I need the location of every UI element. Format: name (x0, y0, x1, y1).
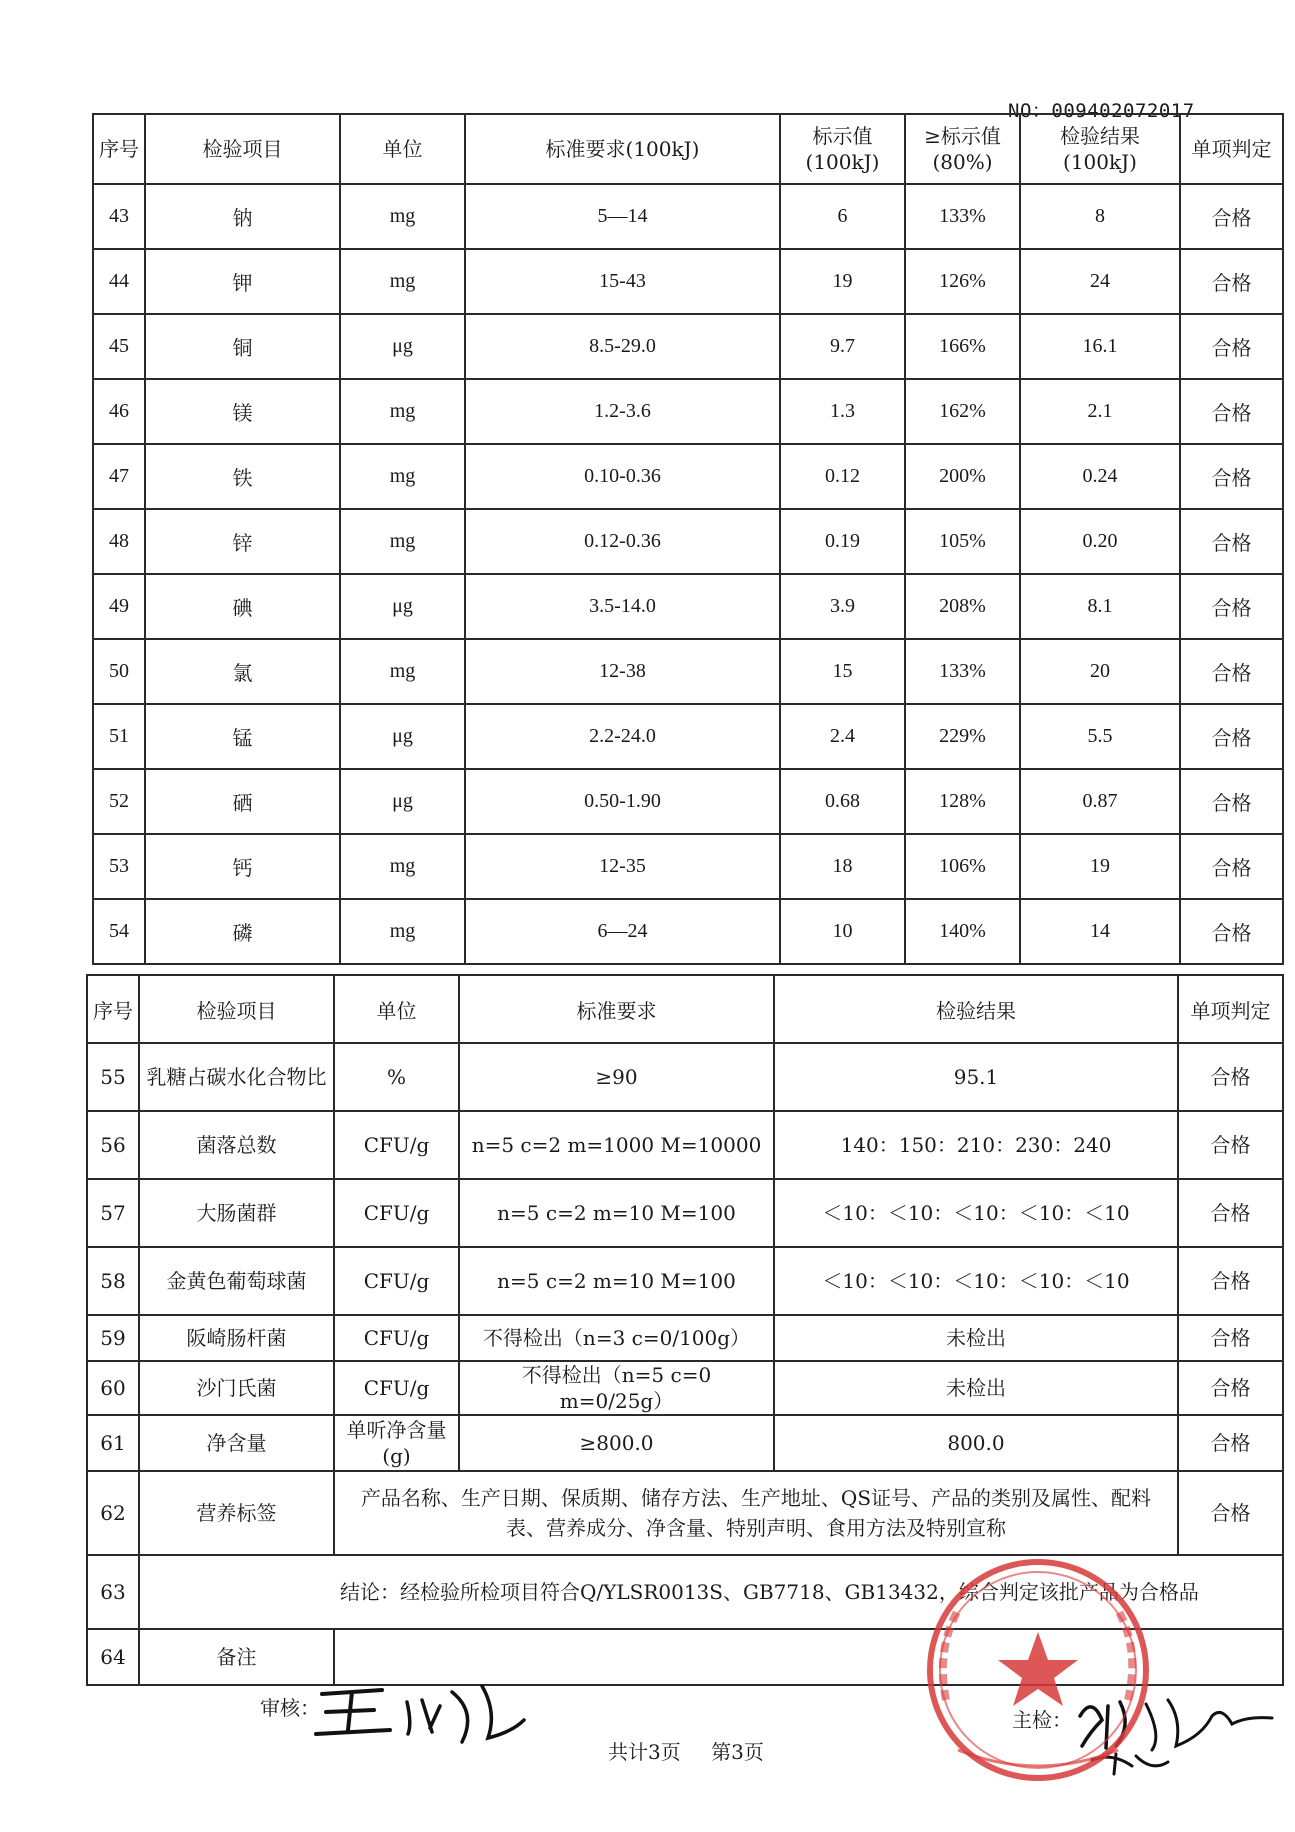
row-unit: CFU/g (334, 1179, 459, 1247)
header-label-value-line2: (100kJ) (805, 150, 880, 174)
header-label-value (780, 114, 905, 184)
row-standard: 1.2-3.6 (465, 379, 780, 444)
row-item: 备注 (139, 1629, 334, 1685)
row-item: 金黄色葡萄球菌 (139, 1247, 334, 1315)
row-standard: 不得检出（n=5 c=0 m=0/25g） (459, 1361, 774, 1415)
row-seq: 44 (93, 249, 145, 314)
table-row (87, 1043, 1283, 1111)
row-ratio: 200% (905, 444, 1020, 509)
row-item: 硒 (145, 769, 340, 834)
row-item: 菌落总数 (139, 1111, 334, 1179)
row-unit: % (334, 1043, 459, 1111)
row-item: 钾 (145, 249, 340, 314)
header-item: 检验项目 (139, 975, 334, 1043)
row-seq: 45 (93, 314, 145, 379)
table-row (93, 379, 1283, 444)
row-ratio: 140% (905, 899, 1020, 964)
row-item: 锰 (145, 704, 340, 769)
official-stamp (918, 1550, 1158, 1790)
row-seq: 60 (87, 1361, 139, 1415)
row-unit: μg (340, 704, 465, 769)
row-unit: mg (340, 509, 465, 574)
row-label: 0.12 (780, 444, 905, 509)
table-row (93, 704, 1283, 769)
row-verdict: 合格 (1178, 1111, 1283, 1179)
row-standard: n=5 c=2 m=10 M=100 (459, 1247, 774, 1315)
row-unit: CFU/g (334, 1247, 459, 1315)
row-label: 2.4 (780, 704, 905, 769)
row-standard: 0.12-0.36 (465, 509, 780, 574)
row-unit: μg (340, 769, 465, 834)
row-unit: mg (340, 249, 465, 314)
header-result (1020, 114, 1180, 184)
row-verdict: 合格 (1180, 184, 1283, 249)
row-label: 6 (780, 184, 905, 249)
table-row (87, 1415, 1283, 1471)
row-seq: 64 (87, 1629, 139, 1685)
row-standard: 12-35 (465, 834, 780, 899)
row-standard: n=5 c=2 m=1000 M=10000 (459, 1111, 774, 1179)
row-ratio: 133% (905, 184, 1020, 249)
table-row (93, 899, 1283, 964)
row-result: 140：150：210：230：240 (774, 1111, 1178, 1179)
row-ratio: 106% (905, 834, 1020, 899)
row-unit: mg (340, 834, 465, 899)
row-item: 营养标签 (139, 1471, 334, 1555)
row-item: 碘 (145, 574, 340, 639)
row-ratio: 105% (905, 509, 1020, 574)
row-ratio: 126% (905, 249, 1020, 314)
header-unit: 单位 (334, 975, 459, 1043)
row-seq: 61 (87, 1415, 139, 1471)
row-verdict: 合格 (1180, 379, 1283, 444)
table-row (87, 1179, 1283, 1247)
row-result: 800.0 (774, 1415, 1178, 1471)
row-verdict: 合格 (1180, 769, 1283, 834)
row-standard: 不得检出（n=3 c=0/100g） (459, 1315, 774, 1361)
report-number: NO：009402072017 (1008, 100, 1195, 122)
row-result: 未检出 (774, 1361, 1178, 1415)
row-item: 钙 (145, 834, 340, 899)
table-row (93, 444, 1283, 509)
row-verdict: 合格 (1180, 249, 1283, 314)
row-seq: 56 (87, 1111, 139, 1179)
row-seq: 58 (87, 1247, 139, 1315)
row-standard: 15-43 (465, 249, 780, 314)
header-ratio-line2: (80%) (932, 150, 993, 174)
header-result-line2: (100kJ) (1063, 150, 1137, 174)
row-unit: CFU/g (334, 1361, 459, 1415)
header-label-value-line1: 标示值 (812, 124, 873, 148)
row-seq: 46 (93, 379, 145, 444)
header-ratio-line1: ≥标示值 (924, 124, 1001, 148)
row-seq: 43 (93, 184, 145, 249)
row-standard: 0.10-0.36 (465, 444, 780, 509)
row-item: 钠 (145, 184, 340, 249)
row-item: 乳糖占碳水化合物比 (139, 1043, 334, 1111)
row-result: 20 (1020, 639, 1180, 704)
table-row (93, 314, 1283, 379)
row-verdict: 合格 (1180, 639, 1283, 704)
row-ratio: 162% (905, 379, 1020, 444)
row-unit: mg (340, 639, 465, 704)
header-standard: 标准要求 (459, 975, 774, 1043)
row-label: 1.3 (780, 379, 905, 444)
row-standard: ≥90 (459, 1043, 774, 1111)
row-result: 0.24 (1020, 444, 1180, 509)
table-row (93, 509, 1283, 574)
conclusion-text: 结论：经检验所检项目符合Q/YLSR0013S、GB7718、GB13432，综合判定该批产品为合格品 (139, 1555, 1283, 1629)
row-item: 磷 (145, 899, 340, 964)
row-item: 净含量 (139, 1415, 334, 1471)
row-seq: 51 (93, 704, 145, 769)
row-seq: 53 (93, 834, 145, 899)
row-unit: mg (340, 899, 465, 964)
row-unit: CFU/g (334, 1111, 459, 1179)
reviewer-signature (312, 1672, 532, 1752)
row-unit: CFU/g (334, 1315, 459, 1361)
row-seq: 57 (87, 1179, 139, 1247)
row-verdict: 合格 (1178, 1361, 1283, 1415)
row-item: 镁 (145, 379, 340, 444)
director-label: 主检： (1012, 1708, 1072, 1732)
row-standard: ≥800.0 (459, 1415, 774, 1471)
row-ratio: 229% (905, 704, 1020, 769)
table-row (93, 639, 1283, 704)
row-item: 氯 (145, 639, 340, 704)
total-pages: 共计3页 (608, 1740, 681, 1764)
table-row (87, 1247, 1283, 1315)
row-seq: 49 (93, 574, 145, 639)
row-ratio: 166% (905, 314, 1020, 379)
row-label: 9.7 (780, 314, 905, 379)
row-label: 19 (780, 249, 905, 314)
row-verdict: 合格 (1180, 834, 1283, 899)
row-verdict: 合格 (1178, 1043, 1283, 1111)
row-item: 铜 (145, 314, 340, 379)
table-row (87, 1315, 1283, 1361)
row-result: 0.20 (1020, 509, 1180, 574)
header-verdict: 单项判定 (1178, 975, 1283, 1043)
row-result: 8.1 (1020, 574, 1180, 639)
row-result: ＜10：＜10：＜10：＜10：＜10 (774, 1247, 1178, 1315)
table-row (87, 1471, 1283, 1555)
row-standard: 6—24 (465, 899, 780, 964)
header-seq: 序号 (87, 975, 139, 1043)
row-result: 0.87 (1020, 769, 1180, 834)
row-ratio: 133% (905, 639, 1020, 704)
table-row (93, 249, 1283, 314)
header-seq: 序号 (93, 114, 145, 184)
row-seq: 54 (93, 899, 145, 964)
row-verdict: 合格 (1178, 1247, 1283, 1315)
row-ratio: 128% (905, 769, 1020, 834)
row-verdict: 合格 (1178, 1415, 1283, 1471)
table-header-row (93, 114, 1283, 184)
page-footer (608, 1736, 788, 1765)
row-result: 14 (1020, 899, 1180, 964)
row-verdict: 合格 (1180, 574, 1283, 639)
header-result: 检验结果 (774, 975, 1178, 1043)
row-verdict: 合格 (1180, 314, 1283, 379)
row-unit: mg (340, 184, 465, 249)
row-result: 2.1 (1020, 379, 1180, 444)
row-result: 16.1 (1020, 314, 1180, 379)
row-unit: mg (340, 379, 465, 444)
header-item: 检验项目 (145, 114, 340, 184)
table-row (93, 184, 1283, 249)
row-unit: 单听净含量(g) (334, 1415, 459, 1471)
header-result-line1: 检验结果 (1060, 124, 1140, 148)
header-unit: 单位 (340, 114, 465, 184)
row-verdict: 合格 (1180, 704, 1283, 769)
row-verdict: 合格 (1180, 509, 1283, 574)
row-result: 8 (1020, 184, 1180, 249)
row-result: 24 (1020, 249, 1180, 314)
reviewer-label: 审核： (260, 1696, 320, 1720)
row-verdict: 合格 (1178, 1179, 1283, 1247)
row-label: 10 (780, 899, 905, 964)
row-result: ＜10：＜10：＜10：＜10：＜10 (774, 1179, 1178, 1247)
header-verdict: 单项判定 (1180, 114, 1283, 184)
row-standard: n=5 c=2 m=10 M=100 (459, 1179, 774, 1247)
row-seq: 50 (93, 639, 145, 704)
row-verdict: 合格 (1180, 444, 1283, 509)
row-verdict: 合格 (1180, 899, 1283, 964)
header-standard: 标准要求(100kJ) (465, 114, 780, 184)
row-standard: 12-38 (465, 639, 780, 704)
table-row (93, 574, 1283, 639)
row-item: 锌 (145, 509, 340, 574)
row-item: 沙门氏菌 (139, 1361, 334, 1415)
row-label: 18 (780, 834, 905, 899)
table-row (93, 769, 1283, 834)
row-ratio: 208% (905, 574, 1020, 639)
row-label: 3.9 (780, 574, 905, 639)
row-standard: 0.50-1.90 (465, 769, 780, 834)
row-result: 95.1 (774, 1043, 1178, 1111)
row-unit: μg (340, 314, 465, 379)
row-standard: 8.5-29.0 (465, 314, 780, 379)
row-item: 大肠菌群 (139, 1179, 334, 1247)
table-row (87, 1111, 1283, 1179)
row-label: 0.19 (780, 509, 905, 574)
row-result: 19 (1020, 834, 1180, 899)
row-item: 铁 (145, 444, 340, 509)
header-ratio (905, 114, 1020, 184)
row-result: 未检出 (774, 1315, 1178, 1361)
nutrient-table (92, 113, 1284, 965)
table-row (87, 1361, 1283, 1415)
row-standard: 2.2-24.0 (465, 704, 780, 769)
row-seq: 52 (93, 769, 145, 834)
row-seq: 62 (87, 1471, 139, 1555)
table-row (93, 834, 1283, 899)
row-standard: 3.5-14.0 (465, 574, 780, 639)
current-page: 第3页 (711, 1740, 764, 1764)
row-result: 5.5 (1020, 704, 1180, 769)
table-header-row (87, 975, 1283, 1043)
row-label: 15 (780, 639, 905, 704)
row-verdict: 合格 (1178, 1315, 1283, 1361)
row-seq: 47 (93, 444, 145, 509)
row-label-requirements: 产品名称、生产日期、保质期、储存方法、生产地址、QS证号、产品的类别及属性、配料表、营养成分、净含量、特别声明、食用方法及特别宣称 (334, 1471, 1178, 1555)
row-seq: 55 (87, 1043, 139, 1111)
row-label: 0.68 (780, 769, 905, 834)
row-seq: 59 (87, 1315, 139, 1361)
row-seq: 48 (93, 509, 145, 574)
row-seq: 63 (87, 1555, 139, 1629)
row-standard: 5—14 (465, 184, 780, 249)
row-item: 阪崎肠杆菌 (139, 1315, 334, 1361)
row-verdict: 合格 (1178, 1471, 1283, 1555)
row-unit: mg (340, 444, 465, 509)
row-unit: μg (340, 574, 465, 639)
